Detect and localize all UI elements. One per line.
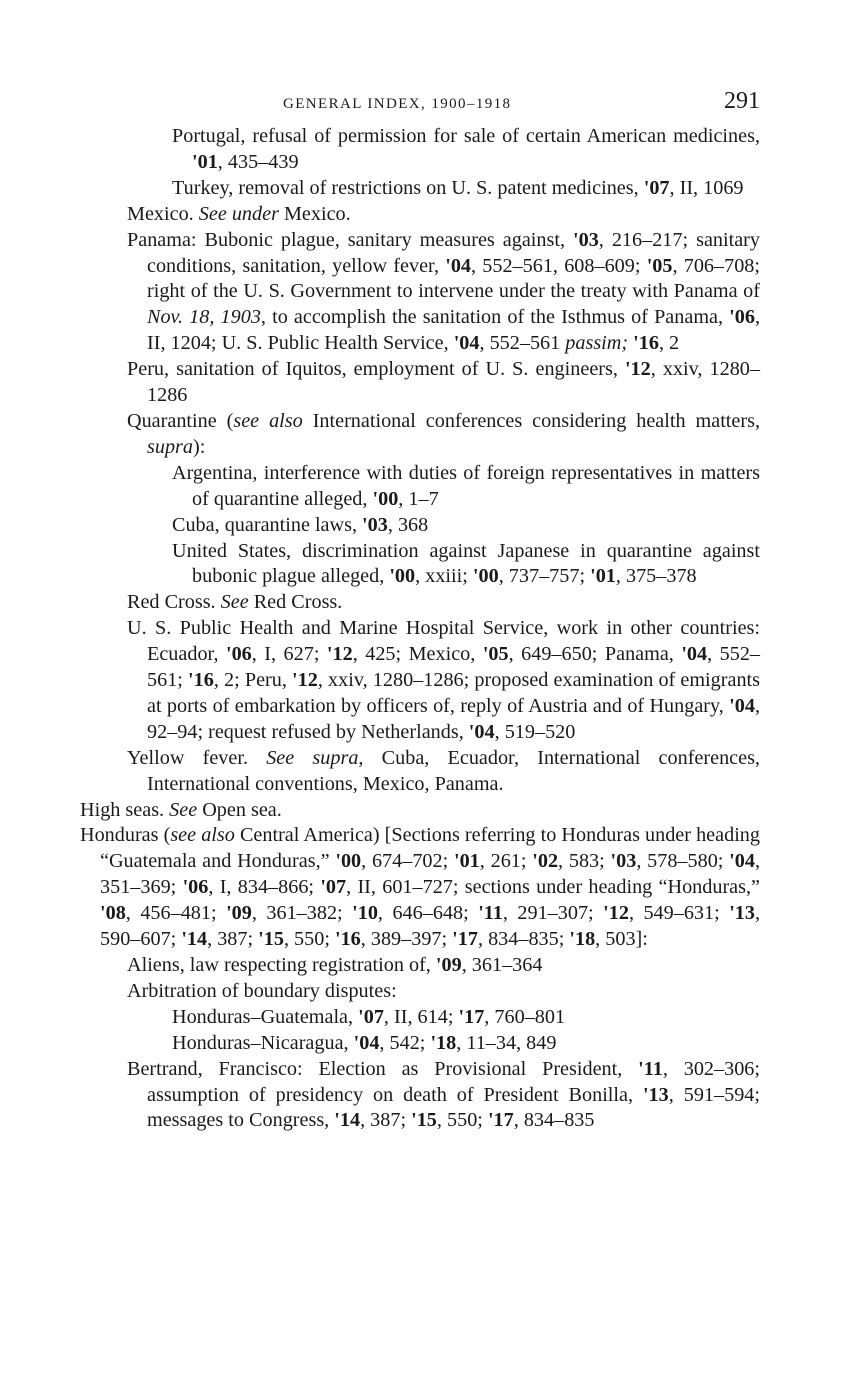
entry-text: , II, 601–727; sections under heading “Honduras,” [346, 876, 761, 899]
entry-text: , 216–217; sanitary conditions, sanitation, yellow fever, [147, 228, 761, 277]
year-reference: '11 [638, 1057, 663, 1080]
entry-text: Yellow fever. [127, 746, 267, 769]
entry-text: International conferences considering health matters, [302, 409, 761, 432]
index-entry [80, 746, 760, 798]
entry-text: Cuba, quarantine laws, [172, 513, 363, 536]
year-reference: '07 [320, 876, 347, 899]
index-entry [80, 823, 760, 953]
page-header [80, 90, 760, 124]
index-entry [80, 357, 760, 409]
entry-text: , 375–378 [615, 565, 697, 588]
entry-text: , 542; [379, 1031, 431, 1054]
entry-text: , 261; [479, 850, 533, 873]
entry-text: , 591–594; messages to Congress, [147, 1083, 760, 1132]
year-reference: '18 [569, 928, 596, 951]
year-reference: '16 [334, 928, 361, 951]
year-reference: '03 [610, 850, 637, 873]
index-entry [80, 202, 760, 228]
index-page [80, 90, 760, 1134]
index-entry [80, 409, 760, 461]
running-head: GENERAL INDEX, 1900–1918 [283, 96, 512, 112]
entry-text: Red Cross. [127, 591, 221, 614]
entry-text: , 550; [283, 928, 335, 951]
entry-text: , 834–835 [513, 1109, 595, 1132]
entry-text: Mexico. [127, 202, 199, 225]
entry-text: , 456–481; [125, 902, 227, 925]
year-reference: '14 [181, 928, 208, 951]
index-entry [80, 616, 760, 746]
italic-text: passim; [565, 332, 629, 355]
entry-text: Bertrand, Francisco: Election as Provisional President, [127, 1057, 639, 1080]
entry-text: , 578–580; [636, 850, 730, 873]
entry-text: , 649–650; Panama, [508, 643, 682, 666]
entry-text: Honduras–Guatemala, [172, 1005, 359, 1028]
year-reference: '12 [326, 643, 353, 666]
year-reference: '04 [353, 1031, 380, 1054]
index-entry [80, 1057, 760, 1135]
entry-text: , 389–397; [360, 928, 453, 951]
entry-text: , 425; Mexico, [352, 643, 483, 666]
entry-text: , xxiii; [415, 565, 473, 588]
italic-text: See [169, 798, 198, 821]
entry-text: , 2 [658, 332, 680, 355]
entry-text: , II, 1069 [669, 176, 744, 199]
year-reference: '18 [430, 1031, 457, 1054]
entry-text: Quarantine ( [127, 409, 234, 432]
index-entry [80, 798, 760, 824]
index-entry [80, 461, 760, 513]
italic-text: supra [147, 435, 193, 458]
page-number: 291 [724, 88, 760, 114]
index-entry [80, 1005, 760, 1031]
entry-text: , 361–364 [461, 954, 543, 976]
entry-text: Argentina, interference with duties of foreign representatives in matters of quarantine alleged, [172, 461, 760, 510]
entry-text: , 552–561, 608–609; [471, 254, 647, 277]
entry-text: , 2; Peru, [213, 669, 293, 692]
year-reference: '13 [729, 902, 755, 925]
year-reference: '07 [358, 1005, 384, 1028]
year-reference: '10 [352, 902, 378, 925]
entry-text: , I, 834–866; [208, 876, 321, 899]
entry-text: , 674–702; [361, 850, 454, 873]
entry-text: , 552–561 [479, 332, 566, 355]
entry-text: , 351–369; [100, 850, 760, 899]
index-entry [80, 228, 760, 358]
index-entry [80, 539, 760, 591]
italic-text: see also [233, 409, 303, 432]
year-reference: '01 [192, 150, 218, 173]
year-reference: '13 [642, 1083, 669, 1106]
entry-text: , 590–607; [100, 902, 761, 951]
entry-text: Aliens, law respecting registration of, [127, 954, 436, 976]
entry-text: , 519–520 [494, 720, 576, 743]
year-reference: '14 [334, 1109, 361, 1132]
italic-text: See supra [266, 746, 359, 769]
index-entries [80, 124, 760, 1134]
entry-text: Arbitration of boundary disputes: [127, 979, 397, 1002]
year-reference: '04 [445, 254, 472, 277]
entry-text: , 1–7 [398, 487, 439, 510]
year-reference: '16 [188, 669, 214, 692]
entry-text: Red Cross. [248, 591, 343, 614]
entry-text: Central America) [Sections referring to Honduras under heading “Guatemala and Honduras,” [100, 824, 760, 873]
entry-text: United States, discrimination against Japanese in quarantine against bubonic plague alleged, [172, 539, 760, 588]
year-reference: '11 [478, 902, 503, 925]
entry-text: , 368 [387, 513, 429, 536]
index-entry [80, 513, 760, 539]
entry-text: U. S. Public Health and Marine Hospital Service, work in other countries: Ecuador, [127, 617, 760, 666]
entry-text: , 552–561; [147, 643, 761, 692]
year-reference: '06 [729, 306, 755, 329]
entry-text: , xxiv, 1280–1286 [147, 358, 760, 407]
year-reference: '12 [603, 902, 629, 925]
entry-text: , 550; [436, 1109, 488, 1132]
year-reference: '04 [681, 643, 708, 666]
entry-text: , 11–34, 849 [456, 1031, 557, 1054]
entry-text: , to accomplish the sanitation of the Isthmus of Panama, [260, 306, 730, 329]
entry-text: , 291–307; [502, 902, 604, 925]
entry-text: Honduras ( [80, 824, 171, 847]
year-reference: '05 [646, 254, 673, 277]
entry-text: , 503]: [595, 928, 648, 951]
year-reference: '12 [292, 669, 318, 692]
year-reference: '00 [389, 565, 416, 588]
year-reference: '01 [453, 850, 480, 873]
year-reference: '05 [482, 643, 509, 666]
entry-text: , 435–439 [217, 150, 299, 173]
year-reference: '16 [633, 332, 659, 355]
year-reference: '06 [225, 643, 252, 666]
entry-text: , 646–648; [377, 902, 479, 925]
entry-text: , 92–94; request refused by Netherlands, [147, 694, 760, 743]
year-reference: '02 [532, 850, 559, 873]
year-reference: '09 [226, 902, 252, 925]
index-entry [80, 1031, 760, 1057]
entry-text: , 834–835; [477, 928, 570, 951]
entry-text: Honduras–Nicaragua, [172, 1031, 354, 1054]
index-entry [80, 590, 760, 616]
year-reference: '00 [372, 487, 399, 510]
year-reference: '03 [573, 228, 599, 251]
year-reference: '06 [182, 876, 209, 899]
entry-text: , 549–631; [628, 902, 730, 925]
index-entry [80, 953, 760, 979]
year-reference: '12 [624, 358, 651, 381]
year-reference: '17 [452, 928, 478, 951]
entry-text: , 737–757; [498, 565, 591, 588]
entry-text: Peru, sanitation of Iquitos, employment of U. S. engineers, [127, 358, 625, 381]
year-reference: '03 [362, 513, 388, 536]
entry-text: Open sea. [197, 798, 282, 821]
italic-text: see also [170, 824, 235, 847]
entry-text: , 760–801 [484, 1005, 566, 1028]
year-reference: '04 [453, 332, 480, 355]
year-reference: '00 [335, 850, 362, 873]
entry-text: , II, 614; [383, 1005, 459, 1028]
entry-text: , 583; [558, 850, 611, 873]
index-entry [80, 124, 760, 176]
index-entry [80, 979, 760, 1005]
entry-text: , 387; [360, 1109, 412, 1132]
year-reference: '15 [258, 928, 284, 951]
year-reference: '17 [458, 1005, 485, 1028]
entry-text: , xxiv, 1280–1286; proposed examination of emigrants at ports of embarkation by officers of, reply of Austria and of Hungary, [147, 669, 760, 717]
entry-text: High seas. [80, 798, 170, 821]
entry-text: Mexico. [278, 202, 351, 225]
entry-text: Portugal, refusal of permission for sale of certain American medicines, [172, 125, 760, 147]
year-reference: '07 [643, 176, 670, 199]
year-reference: '04 [729, 694, 755, 717]
entry-text: , 361–382; [251, 902, 353, 925]
index-entry [80, 176, 760, 202]
entry-text: , 387; [207, 928, 259, 951]
italic-text: See under [198, 202, 279, 225]
year-reference: '00 [472, 565, 499, 588]
entry-text: Panama: Bubonic plague, sanitary measures against, [127, 228, 573, 251]
year-reference: '01 [590, 565, 616, 588]
year-reference: '04 [729, 850, 755, 873]
year-reference: '15 [411, 1109, 437, 1132]
italic-text: See [220, 591, 249, 614]
year-reference: '04 [468, 720, 495, 743]
entry-text: Turkey, removal of restrictions on U. S. patent medicines, [172, 176, 644, 199]
year-reference: '17 [487, 1109, 514, 1132]
entry-text: , Cuba, Ecuador, International conferences, International conventions, Mexico, Panama. [147, 746, 760, 795]
entry-text: , 706–708; right of the U. S. Government to intervene under the treaty with Panama of [147, 254, 761, 303]
year-reference: '08 [100, 902, 126, 925]
entry-text: ): [193, 435, 206, 458]
entry-text: , II, 1204; U. S. Public Health Service, [147, 306, 760, 355]
year-reference: '09 [435, 954, 462, 976]
entry-text: , 302–306; assumption of presidency on death of President Bonilla, [147, 1057, 760, 1106]
italic-text: Nov. 18, 1903 [147, 306, 261, 329]
entry-text: , I, 627; [251, 643, 327, 666]
